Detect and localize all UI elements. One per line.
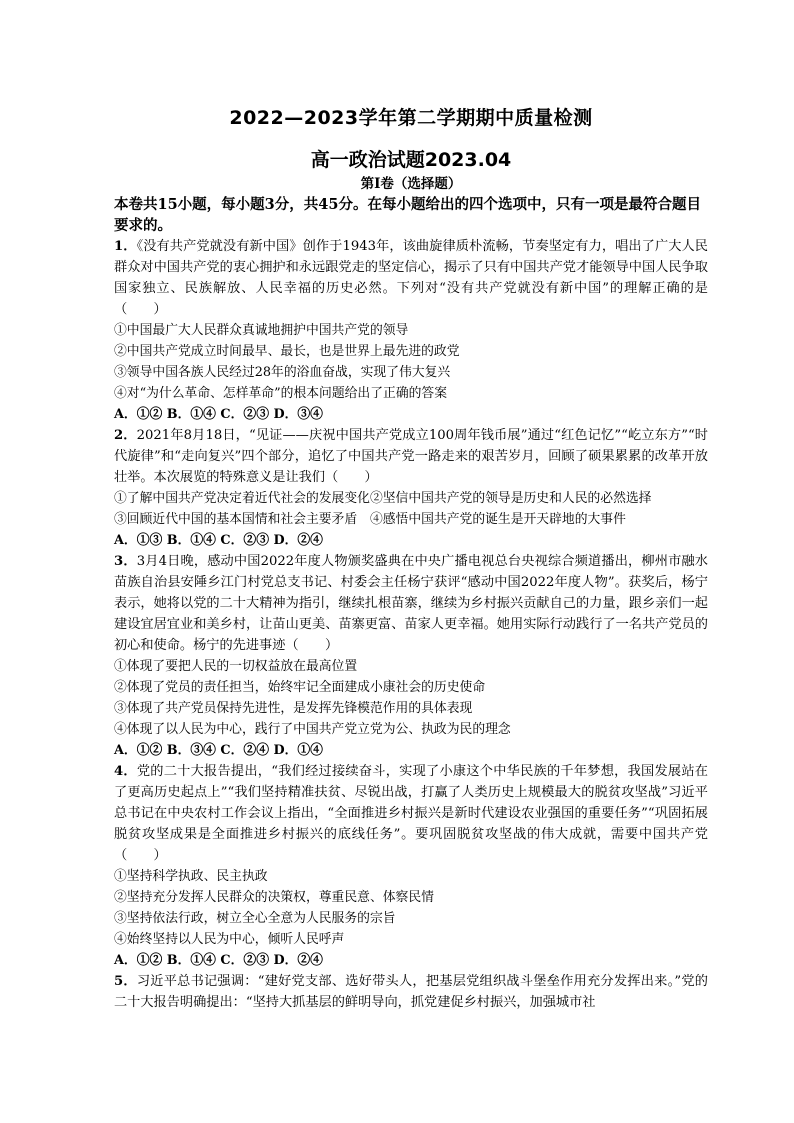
question-2 <box>114 425 708 551</box>
question-number: 2． <box>114 428 137 443</box>
question-option: ③回顾近代中国的基本国情和社会主要矛盾 ④感悟中国共产党的诞生是开天辟地的大事件 <box>114 512 626 527</box>
question-text: 党的二十大报告提出，“我们经过接续奋斗，实现了小康这个中华民族的千年梦想，我国发展站在了更高历史起点上”“我们坚持精准扶贫、尽锐出战，打赢了人类历史上规模最大的脱贫攻坚战”习近平总书记在中央农村工作会议上指出，“全面推进乡村振兴是新时代建设农业强国的重要任务”“巩固拓展脱贫攻坚成果是全面推进乡村振兴的底线任务”。要巩固脱贫攻坚战的伟大成就，需要中国共产党（ ） <box>114 764 708 863</box>
question-1 <box>114 236 708 425</box>
question-option: ③体现了共产党员保持先进性，是发挥先锋模范作用的具体表现 <box>114 701 473 716</box>
question-option: ②坚持充分发挥人民群众的决策权，尊重民意、体察民情 <box>114 890 434 905</box>
question-option: ①了解中国共产党决定着近代社会的发展变化②坚信中国共产党的领导是历史和人民的必然选择 <box>114 491 652 506</box>
exam-title: 2022—2023学年第二学期期中质量检测 <box>229 107 593 129</box>
question-option: ②中国共产党成立时间最早、最长，也是世界上最先进的政党 <box>114 344 460 359</box>
question-option: ④体现了以人民为中心，践行了中国共产党立党为公、执政为民的理念 <box>114 722 511 737</box>
question-number: 4． <box>114 764 137 779</box>
question-list <box>114 236 708 1013</box>
question-option: ④对“为什么革命、怎样革命”的根本问题给出了正确的答案 <box>114 386 448 401</box>
question-4 <box>114 761 708 971</box>
answer-choices: A．①② B．③④ C．②④ D．①④ <box>114 743 323 758</box>
question-stem <box>114 971 708 1013</box>
section-heading: 第Ⅰ卷（选择题） <box>360 176 462 192</box>
question-option: ①体现了要把人民的一切权益放在最高位置 <box>114 659 358 674</box>
question-stem <box>114 551 708 656</box>
question-option: ③领导中国各族人民经过28年的浴血奋战，实现了伟大复兴 <box>114 365 451 380</box>
question-stem <box>114 761 708 866</box>
question-option: ④始终坚持以人民为中心，倾听人民呼声 <box>114 932 345 947</box>
question-option: ③坚持依法行政，树立全心全意为人民服务的宗旨 <box>114 911 396 926</box>
answer-choices: A．①② B．①④ C．②③ D．③④ <box>114 407 323 422</box>
question-5 <box>114 971 708 1013</box>
question-text: 习近平总书记强调：“建好党支部、选好带头人，把基层党组织战斗堡垒作用充分发挥出来。”党的二十大报告明确提出：“坚持大抓基层的鲜明导向，抓党建促乡村振兴，加强城市社 <box>114 974 708 1010</box>
question-text: 《没有共产党就没有新中国》创作于1943年，该曲旋律质朴流畅，节奏坚定有力，唱出了广大人民群众对中国共产党的衷心拥护和永远跟党走的坚定信心，揭示了只有中国共产党才能领导中国人民争取国家独立、民族解放、人民幸福的历史必然。下列对“没有共产党就没有新中国”的理解正确的是（ ） <box>114 239 708 317</box>
question-option: ①坚持科学执政、民主执政 <box>114 869 268 884</box>
instructions: 本卷共15小题，每小题3分，共45分。在每小题给出的四个选项中，只有一项是最符合题目要求的。 <box>114 196 701 234</box>
question-number: 1． <box>114 239 137 254</box>
answer-choices: A．①② B．①④ C．②③ D．②④ <box>114 953 323 968</box>
exam-subtitle: 高一政治试题2023.04 <box>310 149 512 171</box>
question-text: 2021年8月18日，“见证——庆祝中国共产党成立100周年钱币展”通过“红色记忆”“屹立东方”“时代旋律”和“走向复兴”四个部分，追忆了中国共产党一路走来的艰苦岁月，回顾了硕果累累的改革开放壮举。本次展览的特殊意义是让我们（ ） <box>114 428 708 485</box>
answer-choices: A．①③ B．①④ C．②③ D．②④ <box>114 533 323 548</box>
question-3 <box>114 551 708 761</box>
question-stem <box>114 236 708 320</box>
question-option: ①中国最广大人民群众真诚地拥护中国共产党的领导 <box>114 323 409 338</box>
question-stem <box>114 425 708 488</box>
question-option: ②体现了党员的责任担当，始终牢记全面建成小康社会的历史使命 <box>114 680 486 695</box>
question-number: 5． <box>114 974 137 989</box>
question-text: 3月4日晚，感动中国2022年度人物颁奖盛典在中央广播电视总台央视综合频道播出，柳州市融水苗族自治县安陲乡江门村党总支书记、村委会主任杨宁获评“感动中国2022年度人物”。获奖后，杨宁表示，她将以党的二十大精神为指引，继续扎根苗寨，继续为乡村振兴贡献自己的力量，跟乡亲们一起建设宜居宜业和美乡村，让苗山更美、苗寨更富、苗家人更幸福。她用实际行动践行了一名共产党员的初心和使命。杨宁的先进事迹（ ） <box>114 554 708 653</box>
question-number: 3． <box>114 554 137 569</box>
